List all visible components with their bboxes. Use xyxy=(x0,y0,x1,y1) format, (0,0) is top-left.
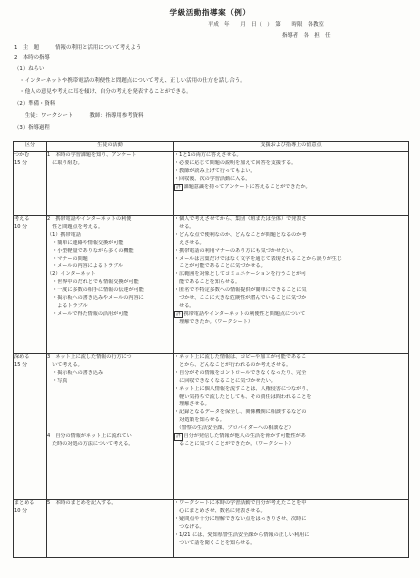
section-line: 10 分 xyxy=(14,223,28,230)
support-line: せる。 xyxy=(174,223,195,230)
table-row xyxy=(14,152,409,216)
activity-line: 1 本時の学習課題を知り、アンケート xyxy=(47,152,137,158)
support-line: ・ワークシートに本時の学習活動で自分が考えたことを中 xyxy=(174,500,307,506)
activity-cell xyxy=(47,500,174,558)
evaluation-text: 課題意識を持ってアンケートに答えることができたか。 xyxy=(183,183,311,190)
section-line: 15 分 xyxy=(14,361,28,368)
support-line: 能であることを知らせる。 xyxy=(174,279,241,286)
support-line xyxy=(174,311,408,319)
section-cell xyxy=(14,500,47,558)
activity-line xyxy=(47,394,173,402)
activity-line: 3 ネット上に流した情報の行方につ xyxy=(47,354,132,360)
header-line: ・他人の意見や考えに耳を傾け、自分の考えを発表することができる。 xyxy=(14,89,192,95)
header-section: 区分 xyxy=(14,142,47,152)
support-cell xyxy=(174,152,409,216)
instructor-line: 指導者 各 担 任 xyxy=(282,33,331,39)
activity-line: ・掲示板への書き込みやメールの内容に xyxy=(47,295,144,302)
section-line: つかむ xyxy=(14,152,30,158)
activity-line xyxy=(47,401,173,409)
support-line: とから、どんなことが行われるのか考えさせる。 xyxy=(174,361,292,368)
header-support: 支援および指導上の留意点 xyxy=(174,142,409,152)
support-line: えさせる。 xyxy=(174,239,205,246)
support-line: つなげる。 xyxy=(174,523,205,530)
evaluation-text: 携帯電話やインターネットの利便性と問題点について xyxy=(183,310,306,317)
activity-line: （1）携帯電話 xyxy=(47,231,81,238)
section-line: 考える xyxy=(14,216,30,222)
table-row xyxy=(14,354,409,500)
activity-line: 2 携帯電話やインターネットの利便 xyxy=(47,216,132,222)
header-line: 2 本時の指導 xyxy=(14,55,50,61)
support-line: ・個人で考えさせてから、集団（班または全体）で発表さ xyxy=(174,216,307,222)
header-line: 生徒：ワークシート 教師：指導用参考資料 xyxy=(14,113,144,119)
section-line: 15 分 xyxy=(14,159,28,166)
support-line: ・ネット上に流した情報は、コピーや加工が可能であるこ xyxy=(174,354,307,360)
support-line: ・必要に応じて問題の説明を加えて回答を支援する。 xyxy=(174,159,297,166)
support-line: ・記録となるデータを保全し、関係機関に相談するなどの xyxy=(174,409,307,416)
activity-line: ・メールで得た情報の活用が可能 xyxy=(47,310,129,317)
section-cell xyxy=(14,152,47,216)
support-cell xyxy=(174,500,409,558)
support-line xyxy=(174,433,408,441)
support-line: に回収できなくなることに気づかせたい。 xyxy=(174,377,276,384)
section-line: 10 分 xyxy=(14,507,28,514)
support-line: （警察の生活安全課、プロバイダーへの相談など） xyxy=(174,425,294,432)
header-line: ・インターネットや携帯電話の利便性と問題点について考え、正しい活用の仕方を話し合う。 xyxy=(14,78,246,84)
support-line xyxy=(174,184,408,192)
header-line: （3）指導過程 xyxy=(14,125,50,131)
support-line: 心にまとめさせ、数名に発表させる。 xyxy=(174,507,266,514)
activity-line xyxy=(47,409,173,417)
support-line: ・教師が読み上げて行ってもよい。 xyxy=(174,167,256,174)
support-line: ことが可能であることに気づかせる。 xyxy=(174,263,266,270)
activity-line: いて考える。 xyxy=(47,361,83,368)
section-line: まとめる xyxy=(14,500,35,506)
support-line: ・疑問点や十分に理解できない点をはっきりさせ、次時に xyxy=(174,515,307,522)
activity-line: ・写真 xyxy=(47,377,68,384)
support-line: ・メールは言葉だけではなく文字を通じて表現されることから誤りが生じ xyxy=(174,255,342,262)
activity-line xyxy=(47,386,173,394)
support-line: ・回収後、次の学習活動に入る。 xyxy=(174,175,251,182)
activity-line xyxy=(47,425,173,433)
support-line: ・1と1の両方に答えさせる。 xyxy=(174,152,242,158)
support-line: ・携帯電話の利用マナーのあり方にも気づかせたい。 xyxy=(174,247,297,254)
table-row xyxy=(14,216,409,354)
support-line: 対処策を知らせる。 xyxy=(174,417,225,424)
support-line: せる。 xyxy=(174,302,195,309)
activity-line: よるトラブル xyxy=(47,302,88,309)
support-line: 理解させる。 xyxy=(174,401,210,408)
support-line: 理解できたか。（ワークシート） xyxy=(174,318,253,325)
activity-line: 4 自分の情報がネット上に流れてい xyxy=(47,432,132,439)
evaluation-mark-icon: 評 xyxy=(176,311,181,317)
header-line: 1 主 題 情報の利用と活用について考えよう xyxy=(14,45,142,51)
table-row xyxy=(14,500,409,558)
activity-line: 性と問題点を考える。 xyxy=(47,223,104,230)
support-line: づかせ、ここに大きな危険性が潜んでいることに気づか xyxy=(174,295,307,302)
support-line: ・ネット上に個人情報を流すことは、人権侵害につながり、 xyxy=(174,385,312,392)
support-line: ・どんな点で便利なのか、どんなことが問題となるのか考 xyxy=(174,231,307,238)
lesson-process-table xyxy=(13,141,409,558)
evaluation-mark-icon: 評 xyxy=(176,184,181,190)
activity-line xyxy=(47,417,173,425)
support-line: 軽い気持ちで流したとしても、その責任は問われることを xyxy=(174,393,312,400)
activity-cell xyxy=(47,152,174,216)
support-line: ついて話を聞くことを知らせる。 xyxy=(174,539,256,546)
section-cell xyxy=(14,354,47,500)
activity-line: ・マナーの問題 xyxy=(47,255,88,262)
activity-cell xyxy=(47,354,174,500)
support-cell xyxy=(174,354,409,500)
activity-line: ・世界中のだれとでも情報交換が可能 xyxy=(47,279,139,286)
activity-line: に取り組む。 xyxy=(47,159,83,166)
section-cell xyxy=(14,216,47,354)
support-line: ・広範囲を対象としてコミュニケーションを行うことが可 xyxy=(174,271,307,278)
activity-line: ・一度に多数の相手に情報の伝達が可能 xyxy=(47,287,144,294)
header-line: （2）準備・資料 xyxy=(14,101,56,107)
support-line: ・1/21 には、愛知県警生活安全課から情報の正しい利用に xyxy=(174,531,310,538)
activity-line: ・小型軽量でありながら多くの機能 xyxy=(47,247,134,254)
evaluation-text: 自分が発信した情報が他人の生活を脅かす可能性があ xyxy=(183,433,306,440)
evaluation-mark-icon: 評 xyxy=(176,434,181,440)
header-line: （1）ねらい xyxy=(14,66,45,72)
document-title: 学級活動指導案（例） xyxy=(169,8,251,17)
support-line: ・自分がその情報をコントロールできなくなったり、完全 xyxy=(174,369,307,376)
date-line: 平成 年 月 日（ ） 第 時限 各教室 xyxy=(208,22,324,28)
activity-line: ・簡単に連絡や情報交換が可能 xyxy=(47,239,124,246)
activity-line: ・掲示板への書き込み xyxy=(47,369,104,376)
activity-line: 5 本時のまとめを記入する。 xyxy=(47,500,117,506)
header-activity: 生徒の活動 xyxy=(47,142,174,152)
support-cell xyxy=(174,216,409,354)
support-line: ることに気づくことができたか。（ワークシート） xyxy=(174,440,294,447)
activity-cell xyxy=(47,216,174,354)
activity-line: （2）インターネット xyxy=(47,271,96,278)
activity-line: ・メールの内容によるトラブル xyxy=(47,263,124,270)
activity-line: た時の対処の方法について考える。 xyxy=(47,440,134,447)
section-line: 深める xyxy=(14,354,30,360)
support-line: ・匿名で不特定多数への情報提供が簡単にできることに気 xyxy=(174,287,307,294)
